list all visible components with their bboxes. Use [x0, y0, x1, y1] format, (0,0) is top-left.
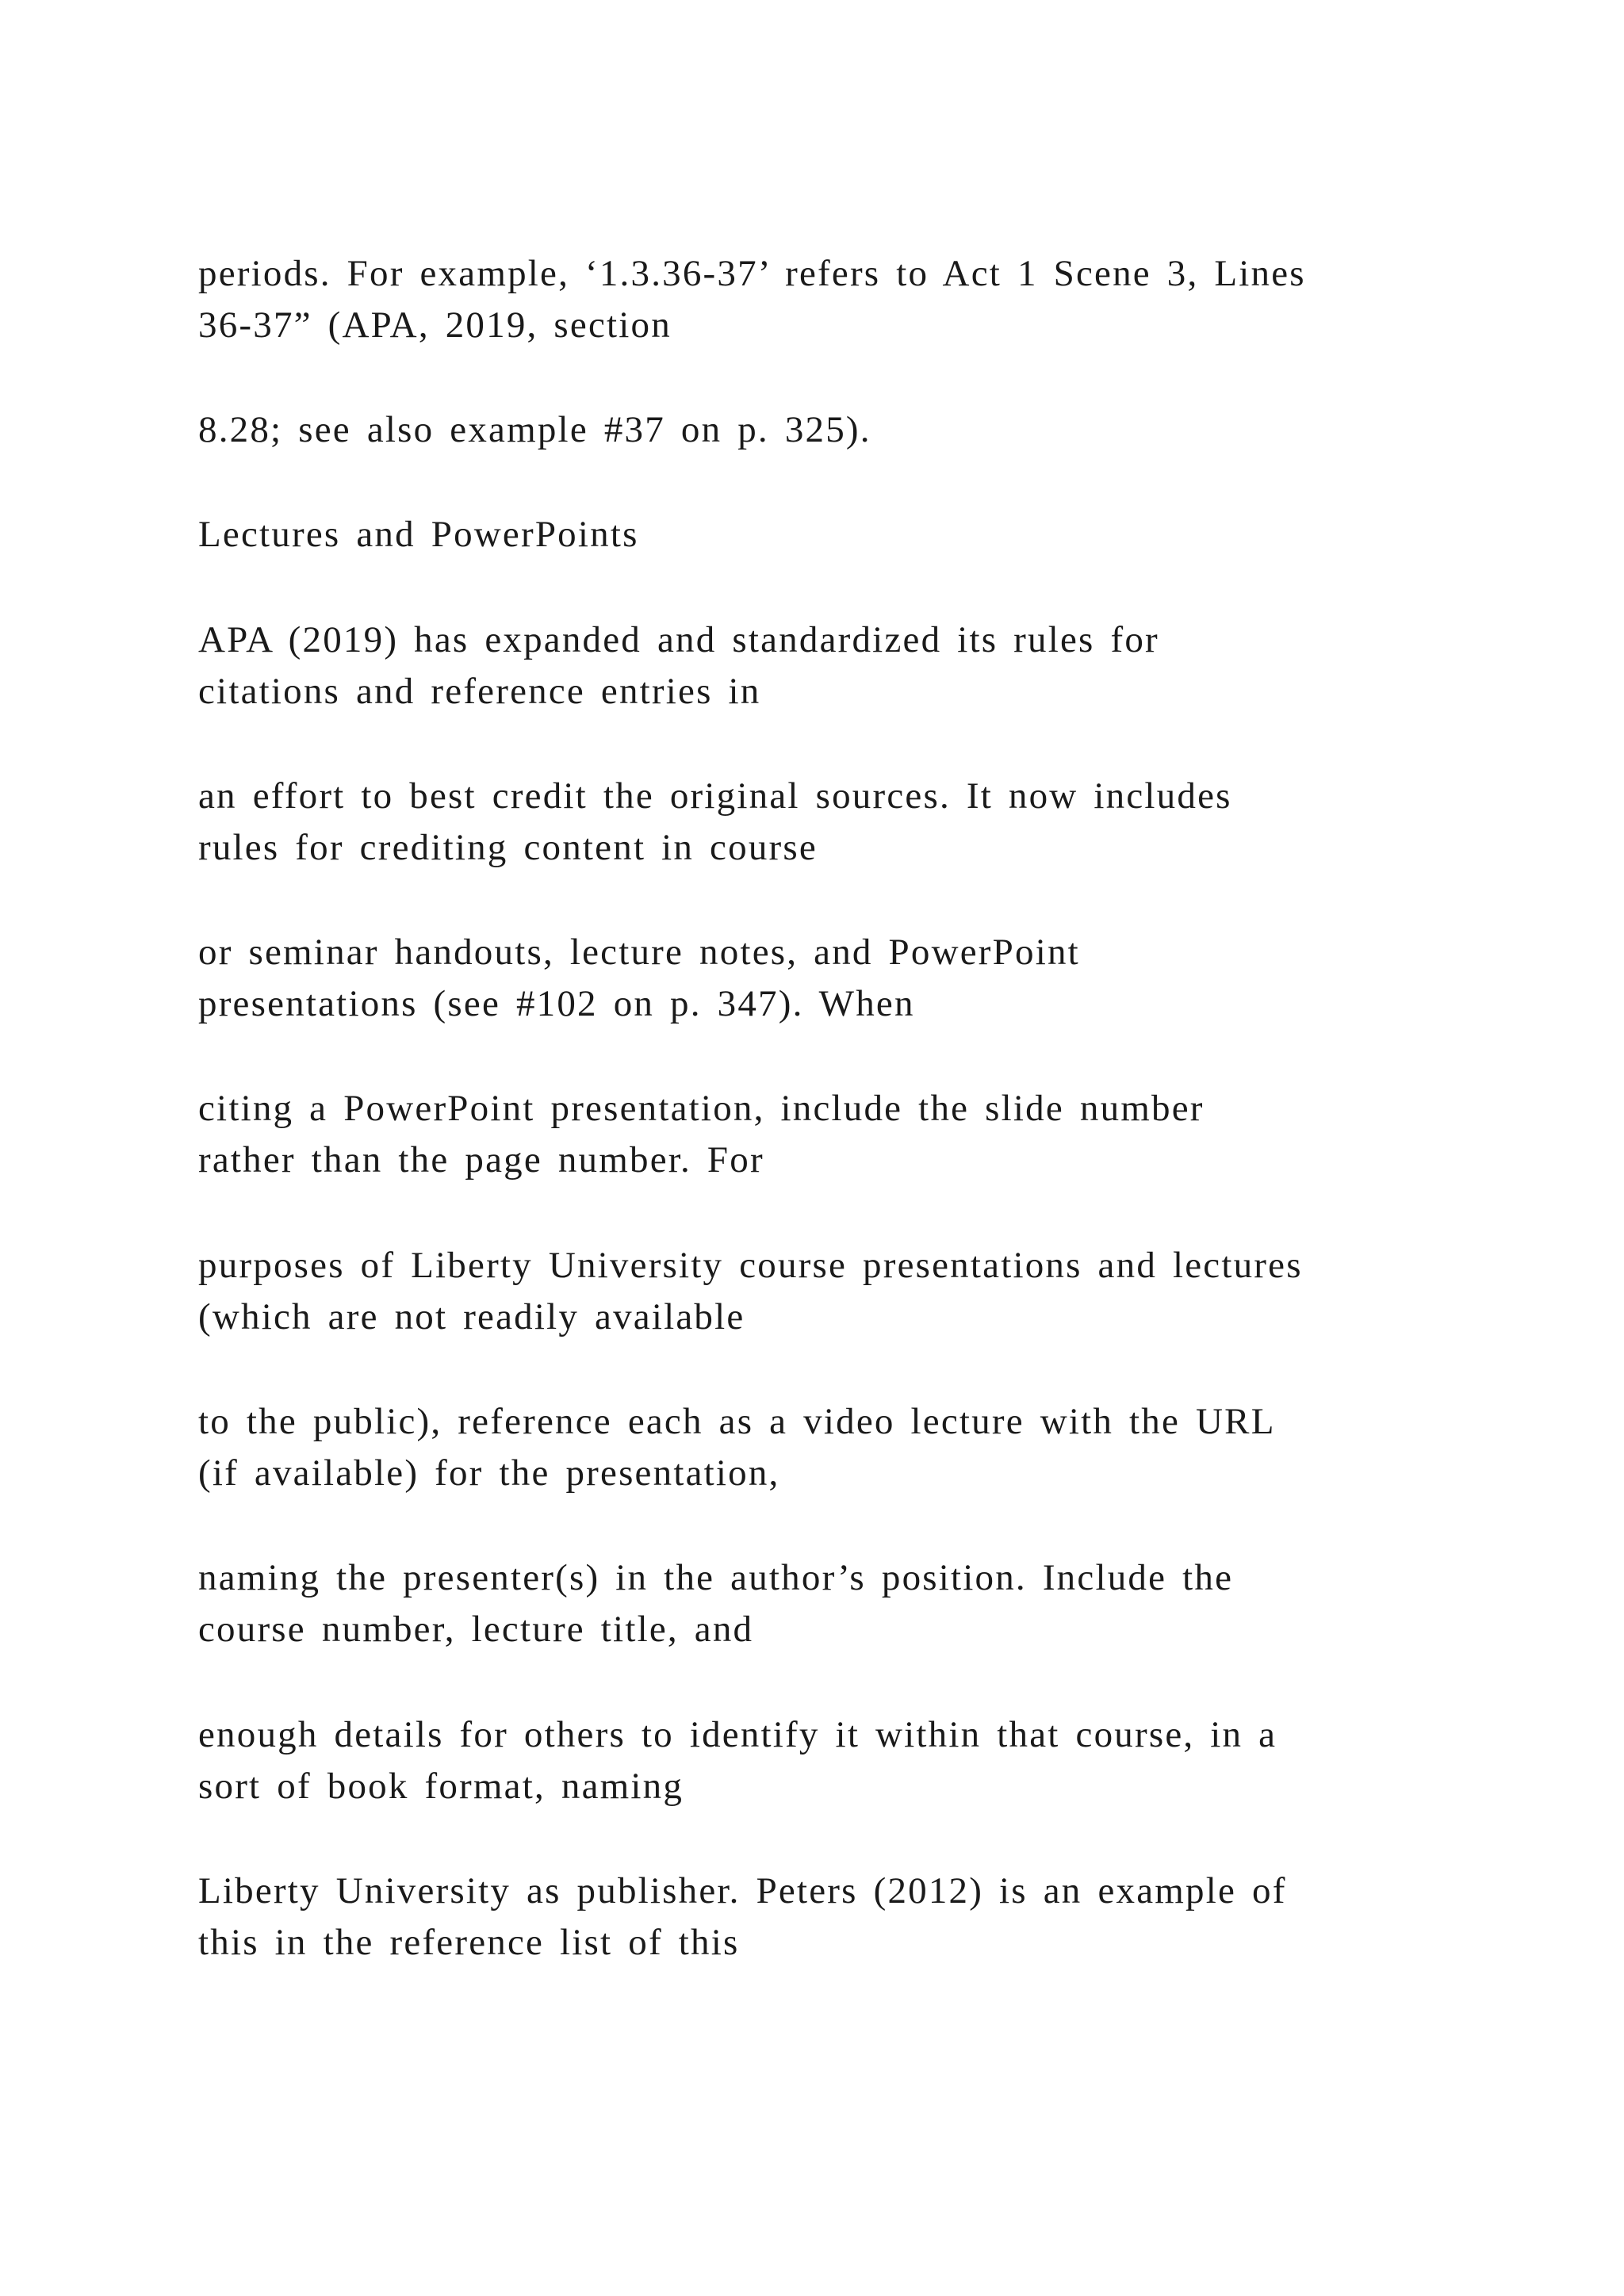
- text-line: course number, lecture title, and: [198, 1609, 754, 1650]
- text-line: purposes of Liberty University course presentations and lectures: [198, 1245, 1303, 1286]
- text-line: (if available) for the presentation,: [198, 1452, 780, 1494]
- text-line: 36-37” (APA, 2019, section: [198, 304, 672, 346]
- text-line: presentations (see #102 on p. 347). When: [198, 983, 915, 1024]
- text-line: naming the presenter(s) in the author’s position. Include the: [198, 1557, 1234, 1598]
- text-line: this in the reference list of this: [198, 1922, 740, 1963]
- section-heading: Lectures and PowerPoints: [198, 514, 639, 555]
- text-line: sort of book format, naming: [198, 1766, 684, 1807]
- text-line: to the public), reference each as a video lecture with the URL: [198, 1401, 1276, 1442]
- text-line: citations and reference entries in: [198, 671, 761, 712]
- text-line: Liberty University as publisher. Peters (2012) is an example of: [198, 1870, 1287, 1911]
- text-line: or seminar handouts, lecture notes, and PowerPoint: [198, 932, 1080, 973]
- text-line: APA (2019) has expanded and standardized its rules for: [198, 619, 1159, 660]
- text-line: rules for crediting content in course: [198, 827, 818, 868]
- text-line: 8.28; see also example #37 on p. 325).: [198, 409, 871, 450]
- text-line: citing a PowerPoint presentation, include the slide number: [198, 1088, 1205, 1129]
- text-line: enough details for others to identify it within that course, in a: [198, 1714, 1277, 1755]
- text-line: an effort to best credit the original sources. It now includes: [198, 775, 1232, 817]
- text-line: (which are not readily available: [198, 1296, 745, 1337]
- text-line: periods. For example, ‘1.3.36-37’ refers to Act 1 Scene 3, Lines: [198, 253, 1306, 294]
- text-line: rather than the page number. For: [198, 1139, 764, 1181]
